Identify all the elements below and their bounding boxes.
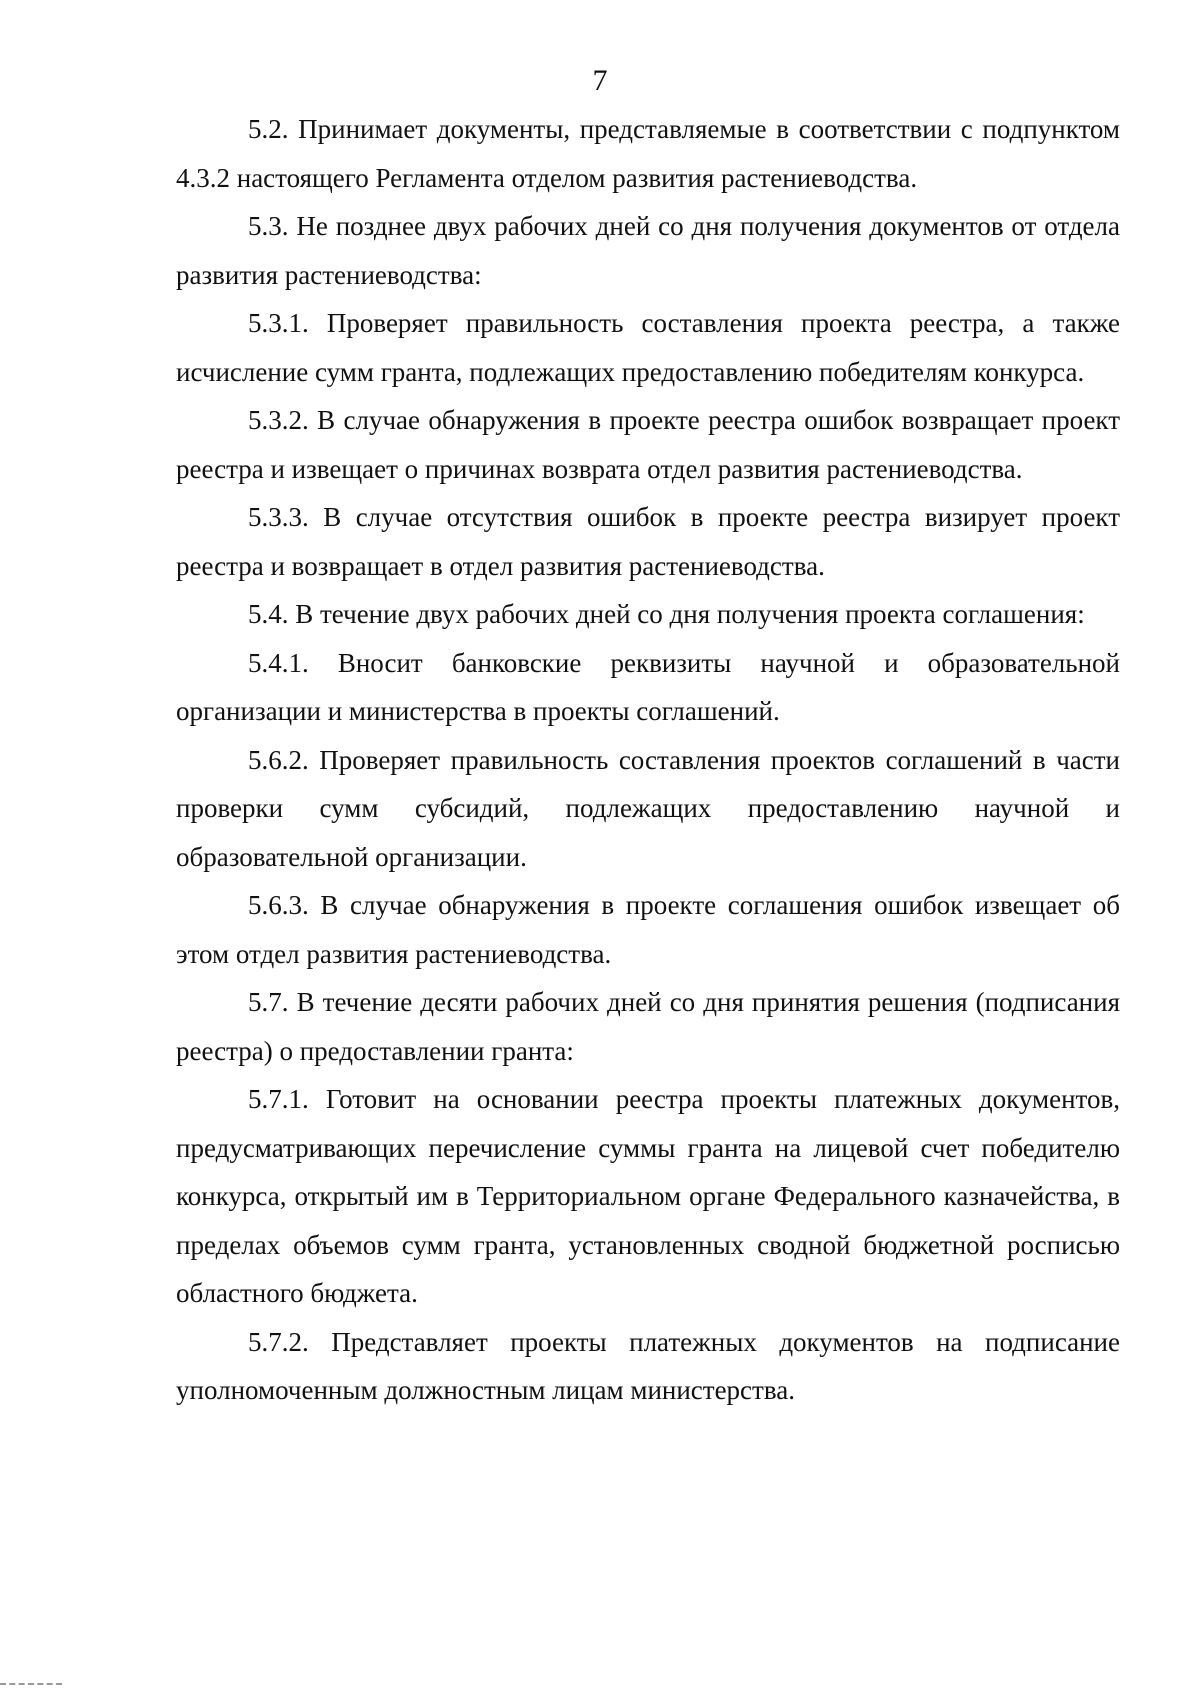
paragraph-5-3-1: 5.3.1. Проверяет правильность составления проекта реестра, а также исчисление сумм гранта, подлежащих предоставлению победителям конкурса. [176, 308, 1120, 387]
paragraph-5-7: 5.7. В течение десяти рабочих дней со дня принятия решения (подписания реестра) о предоставлении гранта: [176, 987, 1120, 1066]
paragraph-5-6-2: 5.6.2. Проверяет правильность составления проектов соглашений в части проверки сумм субсидий, подлежащих предоставлению научной и образовательной организации. [176, 744, 1120, 872]
paragraph-5-4: 5.4. В течение двух рабочих дней со дня получения проекта соглашения: [248, 599, 1085, 629]
paragraph-5-7-2: 5.7.2. Представляет проекты платежных документов на подписание уполномоченным должностным лицам министерства. [176, 1326, 1120, 1405]
document-body [176, 105, 1120, 1415]
paragraph-5-4-1: 5.4.1. Вносит банковские реквизиты научной и образовательной организации и министерства в проекты соглашений. [176, 647, 1120, 726]
scan-edge-mark [0, 1683, 62, 1691]
page-number: 7 [592, 64, 608, 97]
paragraph-5-3-2: 5.3.2. В случае обнаружения в проекте реестра ошибок возвращает проект реестра и извещает о причинах возврата отдел развития растениеводства. [176, 405, 1120, 484]
paragraph-5-2: 5.2. Принимает документы, представляемые в соответствии с подпунктом 4.3.2 настоящего Регламента отделом развития растениеводства. [176, 114, 1120, 193]
paragraph-5-3-3: 5.3.3. В случае отсутствия ошибок в проекте реестра визирует проект реестра и возвращает в отдел развития растениеводства. [176, 502, 1120, 581]
paragraph-5-7-1: 5.7.1. Готовит на основании реестра проекты платежных документов, предусматривающих перечисление суммы гранта на лицевой счет победителю конкурса, открытый им в Территориальном органе Федерального казначейства, в пределах объемов сумм гранта, установленных сводной бюджетной росписью областного бюджета. [176, 1084, 1120, 1308]
paragraph-5-6-3: 5.6.3. В случае обнаружения в проекте соглашения ошибок извещает об этом отдел развития растениеводства. [176, 890, 1120, 969]
paragraph-5-3: 5.3. Не позднее двух рабочих дней со дня получения документов от отдела развития растениеводства: [176, 211, 1120, 290]
